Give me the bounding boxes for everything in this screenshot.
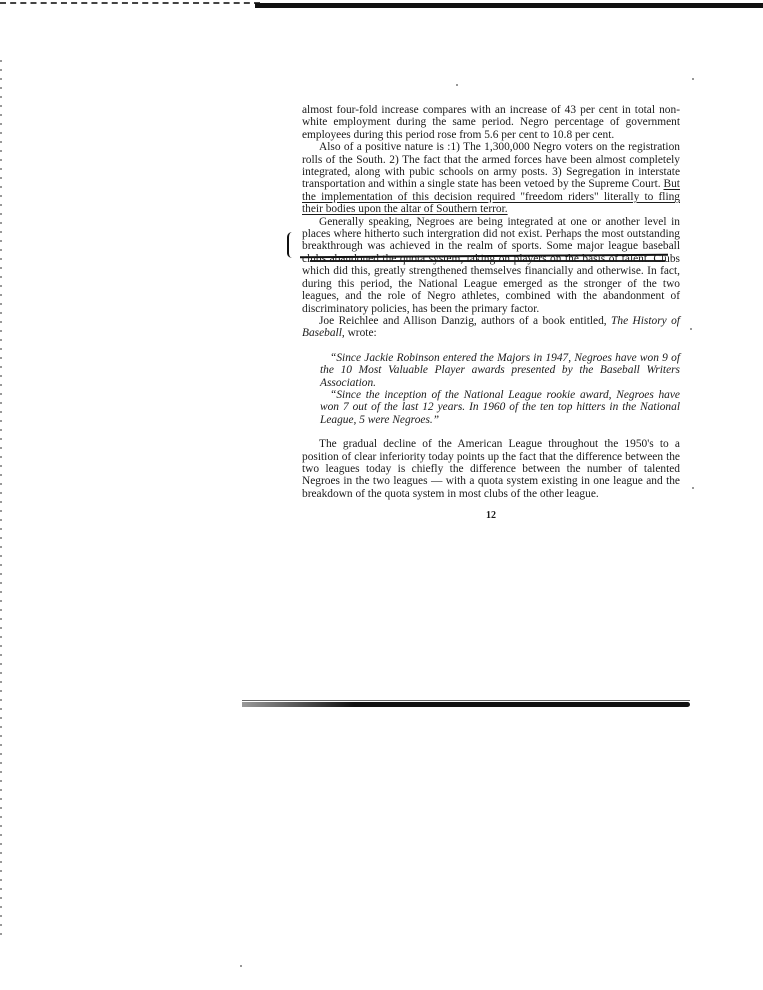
- page-number: 12: [486, 510, 496, 522]
- paragraph-integration-sports: Generally speaking, Negroes are being integrated at one or another level in places where hitherto such intergration did not exist. Perhaps the most outstanding breakthrough was achieved in the realm of sports. Some major league baseball clubs abandoned the quota system, taking on players on the basis of talent. Clubs which did this, greatly strengthened themselves financially and otherwise. In fact, during this period, the National League emerged as the stronger of the two leagues, and the role of Negro athletes, combined with the abandonment of discriminatory policies, has been the primary factor.: [302, 215, 680, 315]
- top-edge-rule: [0, 0, 763, 9]
- underlined-freedom-riders-passage: But the implementation of this decision required "freedom riders" literally to fling their bodies upon the altar of Southern terror.: [302, 178, 680, 216]
- scan-speck: [690, 328, 692, 330]
- scan-speck: [456, 84, 458, 86]
- block-quote: [320, 352, 680, 426]
- bottom-edge-rule: [242, 700, 690, 708]
- handwritten-margin-bracket: [287, 232, 294, 258]
- quote-mvp-awards: “Since Jackie Robinson entered the Majors in 1947, Negroes have won 9 of the 10 Most Valuable Player awards presented by the Baseball Writers Association.: [320, 351, 680, 389]
- paragraph-positive-nature: [302, 141, 680, 215]
- top-solid-rule: [255, 3, 763, 8]
- book-title: The History of Baseball,: [302, 314, 680, 340]
- paragraph-employment: almost four-fold increase compares with an increase of 43 per cent in total non-white employment during the same period. Negro percentage of government employees during this period rose from 5.6 per cent to 10.8 per cent.: [302, 104, 680, 141]
- top-dashed-rule: [0, 2, 260, 4]
- left-margin-dots: [0, 60, 2, 940]
- book-title-suffix: wrote:: [344, 327, 377, 340]
- paragraph-authors: [302, 315, 680, 340]
- page-body: [302, 104, 680, 523]
- paragraph-american-league-decline: The gradual decline of the American League throughout the 1950's to a position of clear inferiority today points up the fact that the difference between the two leagues today is chiefly the difference between the number of talented Negroes in the two leagues — with a quota system existing in one league and the breakdown of the quota system in most clubs of the other league.: [302, 438, 680, 500]
- scan-speck: [240, 965, 242, 967]
- quote-rookie-award: “Since the inception of the National League rookie award, Negroes have won 7 out of the last 12 years. In 1960 of the ten top hitters in the National League, 5 were Negroes.”: [320, 388, 680, 426]
- scan-speck: [692, 487, 694, 489]
- authors-intro-text: Joe Reichlee and Allison Danzig, authors of a book entitled,: [319, 314, 607, 327]
- paragraph-positive-nature-text: Also of a positive nature is :1) The 1,300,000 Negro voters on the registration rolls of the South. 2) The fact that the armed forces have been almost completely integrated, along with pubic schools on army posts. 3) Segregation in interstate transportation and within a single state has been vetoed by the Supreme Court.: [302, 141, 680, 191]
- scan-speck: [692, 78, 694, 80]
